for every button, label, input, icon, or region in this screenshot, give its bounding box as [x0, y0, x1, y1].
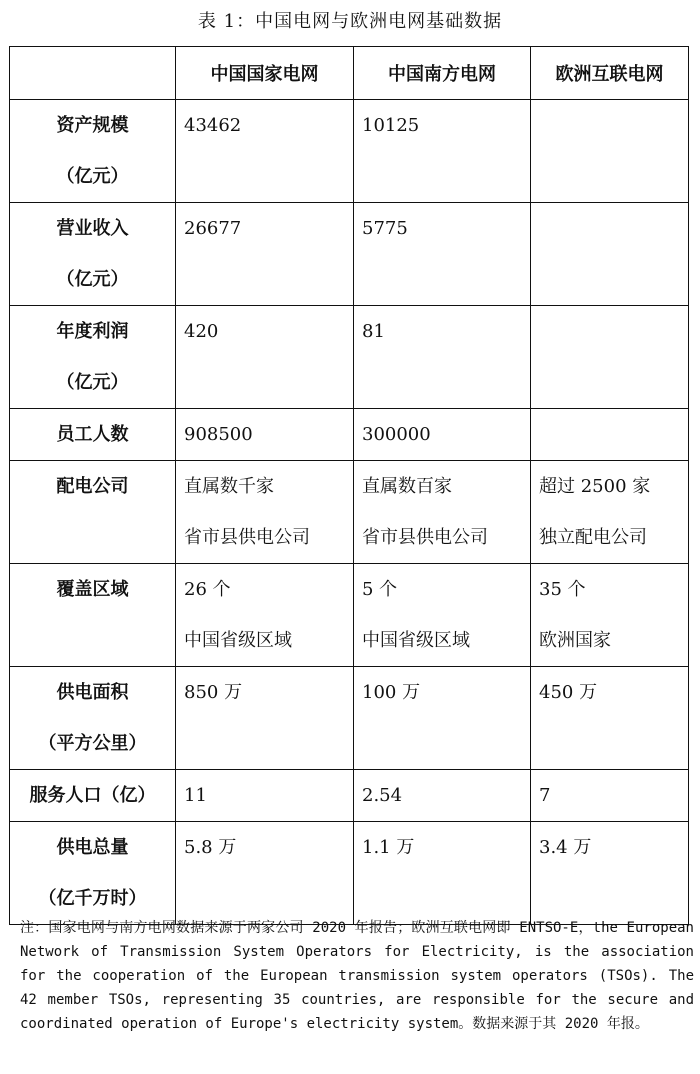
cell-sgcc — [176, 100, 354, 203]
row-label-line: 覆盖区域 — [56, 579, 129, 600]
row-label-unit: （平方公里） — [38, 733, 147, 754]
cell-entsoe — [531, 770, 689, 822]
cell-entsoe — [531, 461, 689, 564]
cell-text: 1.1 万 — [362, 837, 415, 858]
cell-text: 超过 2500 家 — [539, 476, 651, 497]
cell-entsoe — [531, 667, 689, 770]
cell-text: 908500 — [184, 424, 253, 445]
cell-text: 7 — [539, 785, 551, 806]
cell-text: 420 — [184, 321, 219, 342]
cell-text: 81 — [362, 321, 385, 342]
cell-text: 11 — [184, 785, 207, 806]
cell-csg — [354, 667, 531, 770]
cell-entsoe — [531, 564, 689, 667]
cell-text: 300000 — [362, 424, 431, 445]
row-label-unit: （亿千万时） — [38, 888, 147, 909]
table-row-supply — [10, 822, 689, 925]
cell-text: 26 个 — [184, 579, 231, 600]
row-label-line: 供电总量 — [56, 837, 129, 858]
row-label — [10, 461, 176, 564]
cell-csg — [354, 461, 531, 564]
cell-csg — [354, 770, 531, 822]
table-row-area — [10, 667, 689, 770]
cell-sgcc — [176, 203, 354, 306]
cell-text: 450 万 — [539, 682, 598, 703]
header-row — [10, 47, 689, 100]
cell-text: 省市县供电公司 — [184, 527, 310, 548]
row-label-line: 服务人口（亿） — [29, 785, 156, 806]
cell-text: 5.8 万 — [184, 837, 237, 858]
row-label-line: 配电公司 — [56, 476, 129, 497]
cell-entsoe — [531, 822, 689, 925]
row-label — [10, 822, 176, 925]
row-label-line: 年度利润 — [56, 321, 129, 342]
cell-entsoe — [531, 203, 689, 306]
cell-sgcc — [176, 409, 354, 461]
table-row-coverage — [10, 564, 689, 667]
table-row-assets — [10, 100, 689, 203]
cell-text: 省市县供电公司 — [362, 527, 488, 548]
cell-sgcc — [176, 306, 354, 409]
cell-entsoe — [531, 409, 689, 461]
header-csg: 中国南方电网 — [354, 47, 531, 100]
cell-text: 5 个 — [362, 579, 398, 600]
cell-csg — [354, 822, 531, 925]
cell-text: 5775 — [362, 218, 408, 239]
cell-csg — [354, 564, 531, 667]
cell-text: 3.4 万 — [539, 837, 592, 858]
row-label — [10, 306, 176, 409]
cell-text: 850 万 — [184, 682, 243, 703]
row-label — [10, 667, 176, 770]
header-corner — [10, 47, 176, 100]
row-label-line: 营业收入 — [56, 218, 129, 239]
cell-sgcc — [176, 461, 354, 564]
cell-text: 2.54 — [362, 785, 403, 806]
cell-csg — [354, 306, 531, 409]
cell-sgcc — [176, 667, 354, 770]
cell-text: 35 个 — [539, 579, 586, 600]
cell-sgcc — [176, 564, 354, 667]
row-label-unit: （亿元） — [56, 372, 129, 393]
cell-text: 26677 — [184, 218, 242, 239]
cell-text: 独立配电公司 — [539, 527, 647, 548]
table-row-population — [10, 770, 689, 822]
cell-text: 中国省级区域 — [184, 630, 292, 651]
cell-text: 直属数百家 — [362, 476, 452, 497]
cell-entsoe — [531, 100, 689, 203]
data-table — [9, 46, 689, 925]
row-label-line: 资产规模 — [56, 115, 129, 136]
cell-sgcc — [176, 822, 354, 925]
row-label-unit: （亿元） — [56, 269, 129, 290]
row-label — [10, 409, 176, 461]
cell-text: 直属数千家 — [184, 476, 274, 497]
cell-csg — [354, 203, 531, 306]
row-label-unit: （亿元） — [56, 166, 129, 187]
row-label — [10, 100, 176, 203]
cell-text: 100 万 — [362, 682, 421, 703]
cell-csg — [354, 409, 531, 461]
table-footnote: 注：国家电网与南方电网数据来源于两家公司 2020 年报告；欧洲互联电网即 ENTSO-E，the European Network of Transmission System Operators for Electricity, is the association for the cooperation of the European transmission system operators (TSOs). The 42 member TSOs, representing 35 countries, are responsible for the secure and coordinated operation of Europe's electricity system。数据来源于其 2020 年报。 — [20, 920, 694, 1032]
header-entsoe: 欧洲互联电网 — [531, 47, 689, 100]
cell-sgcc — [176, 770, 354, 822]
table-caption: 表 1：中国电网与欧洲电网基础数据 — [197, 11, 503, 32]
header-sgcc: 中国国家电网 — [176, 47, 354, 100]
table-row-revenue — [10, 203, 689, 306]
row-label-line: 供电面积 — [56, 682, 129, 703]
cell-text: 欧洲国家 — [539, 630, 611, 651]
cell-text: 中国省级区域 — [362, 630, 470, 651]
cell-csg — [354, 100, 531, 203]
row-label-line: 员工人数 — [56, 424, 129, 445]
row-label — [10, 564, 176, 667]
row-label — [10, 770, 176, 822]
table-row-profit — [10, 306, 689, 409]
cell-text: 43462 — [184, 115, 242, 136]
row-label — [10, 203, 176, 306]
table-row-employees — [10, 409, 689, 461]
table-row-distribution — [10, 461, 689, 564]
cell-text: 10125 — [362, 115, 420, 136]
cell-entsoe — [531, 306, 689, 409]
